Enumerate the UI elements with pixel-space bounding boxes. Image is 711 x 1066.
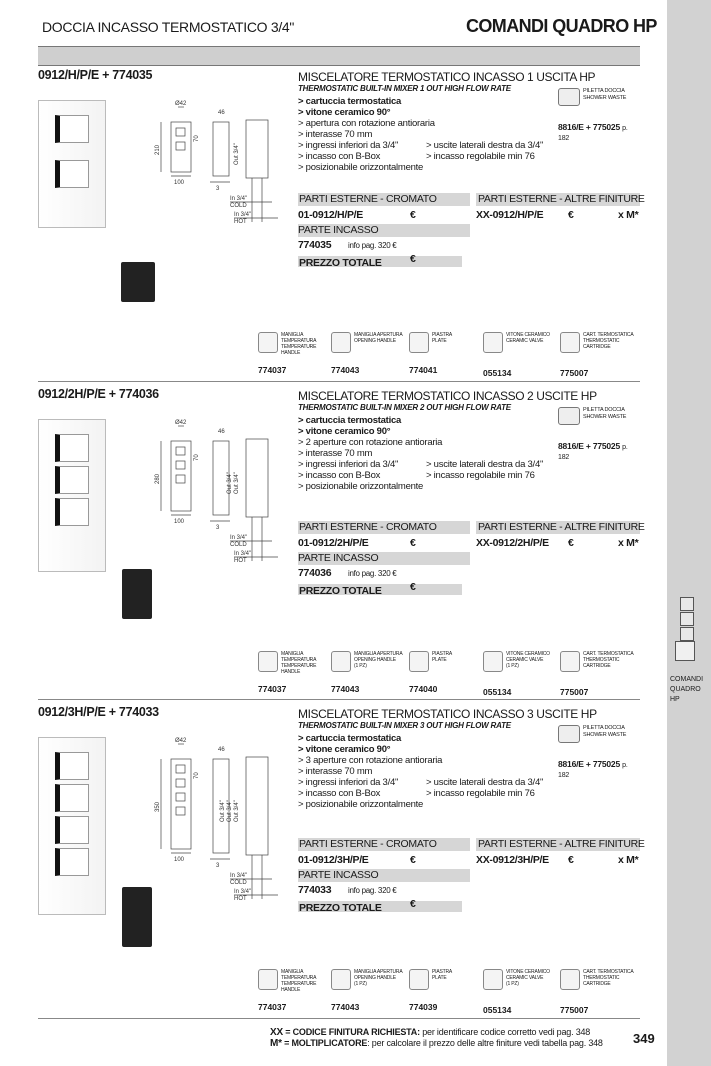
accessory-item — [258, 969, 335, 993]
dimension-label: Ø42 — [175, 738, 187, 744]
label-line: CERAMIC VALVE — [506, 338, 544, 344]
dimension-label: Ø42 — [175, 101, 187, 107]
feature-list — [298, 415, 544, 492]
price-header-chrome: PARTI ESTERNE - CROMATO — [298, 193, 470, 206]
euro-sign: € — [410, 253, 416, 265]
accessory-code: 055134 — [483, 1005, 512, 1015]
incasso-header: PARTE INCASSO — [298, 869, 470, 882]
dimension-label: COLD — [230, 880, 247, 886]
accessory-item — [409, 969, 486, 990]
accessory-code: 774037 — [258, 684, 287, 694]
label-line: TEMPERATURE HANDLE — [281, 663, 317, 675]
label-line: MANIGLIA APERTURA — [354, 969, 403, 975]
dimension-label: Out 3/4" — [234, 472, 240, 494]
product-subtitle: THERMOSTATIC BUILT-IN MIXER 3 OUT HIGH FLOW RATE — [298, 721, 511, 730]
accessory-label — [432, 969, 486, 990]
handle-icon — [680, 597, 694, 611]
euro-sign: € — [410, 898, 416, 910]
accessory-code: 775007 — [560, 368, 589, 378]
chrome-code: 01-0912/H/P/E — [298, 209, 363, 221]
feature-text: > incasso regolabile min 76 — [426, 151, 535, 162]
accessory-label — [583, 332, 637, 353]
technical-drawing — [138, 102, 308, 232]
dimension-label: Ø42 — [175, 420, 187, 426]
accessory-code: 055134 — [483, 368, 512, 378]
accessory-label — [583, 969, 637, 990]
multiplier: x M* — [618, 854, 639, 866]
label-line: (1 PZ) — [354, 981, 367, 987]
feature-item — [298, 788, 535, 799]
label-line: OPENING HANDLE — [354, 657, 396, 663]
label-line: SHOWER WASTE — [583, 732, 627, 738]
opening-handle-icon — [331, 332, 351, 353]
accessory-label — [281, 332, 335, 356]
product-subtitle: THERMOSTATIC BUILT-IN MIXER 1 OUT HIGH FLOW RATE — [298, 84, 511, 93]
shower-waste-code — [558, 759, 640, 779]
other-finish-code: XX-0912/2H/P/E — [476, 537, 549, 549]
accessory-code: 775007 — [560, 1005, 589, 1015]
feature-text: > incasso con B-Box — [298, 788, 381, 799]
label-line: CART. TERMOSTATICA — [583, 969, 634, 975]
shower-waste-icon — [558, 725, 580, 743]
opening-knob — [55, 784, 89, 812]
dimension-label: 70 — [194, 772, 200, 779]
technical-drawing — [138, 420, 308, 564]
ceramic-valve-icon — [483, 651, 503, 672]
dimension-label: 46 — [218, 429, 225, 435]
built-in-box-photo — [122, 569, 152, 619]
label-line: OPENING HANDLE — [354, 975, 396, 981]
accessory-code: 774043 — [331, 365, 360, 375]
shower-waste — [558, 88, 626, 106]
dimension-label: HOT — [234, 219, 247, 225]
incasso-info: info pag. 320 € — [348, 569, 397, 578]
feature-item: > cartuccia termostatica — [298, 415, 402, 426]
shower-waste-label — [583, 88, 626, 106]
feature-item: > 3 aperture con rotazione antioraria — [298, 755, 443, 766]
accessory-label — [506, 651, 560, 672]
feature-item: > vitone ceramico 90° — [298, 107, 391, 118]
accessory-item — [560, 969, 637, 990]
label-line: PILETTA DOCCIA — [583, 725, 625, 731]
product-code: 0912/2H/P/E + 774036 — [38, 387, 159, 401]
header-band — [38, 46, 640, 66]
feature-item: > cartuccia termostatica — [298, 733, 402, 744]
label-line: TEMPERATURE HANDLE — [281, 981, 317, 993]
label-line: PLATE — [432, 657, 447, 663]
opening-handle-icon — [331, 651, 351, 672]
dimension-label: Out 3/4" — [227, 800, 233, 822]
shower-waste-icon — [558, 407, 580, 425]
accessory-label — [506, 332, 560, 353]
label-line: CERAMIC VALVE — [506, 657, 544, 663]
accessory-code: 055134 — [483, 687, 512, 697]
label-line: (1 PZ) — [506, 981, 519, 987]
product-subtitle: THERMOSTATIC BUILT-IN MIXER 2 OUT HIGH FLOW RATE — [298, 403, 511, 412]
opening-knob — [55, 816, 89, 844]
euro-sign: € — [410, 581, 416, 593]
dimension-label: In 3/4" — [230, 196, 248, 202]
cartridge-icon — [560, 969, 580, 990]
dimension-label: Out 3/4" — [220, 800, 226, 822]
incasso-code: 774033 — [298, 884, 332, 896]
total-label: PREZZO TOTALE — [299, 585, 382, 597]
euro-sign: € — [568, 854, 574, 866]
page-ref: p. 182 — [558, 444, 628, 461]
plate-icon — [409, 332, 429, 353]
feature-text: > uscite laterali destra da 3/4" — [426, 777, 544, 788]
label-line: MANIGLIA — [281, 969, 304, 975]
cartridge-icon — [560, 332, 580, 353]
accessory-item — [331, 969, 408, 990]
built-in-box-photo — [121, 262, 155, 302]
label-line: SHOWER WASTE — [583, 414, 627, 420]
product-photo — [38, 100, 106, 228]
dimension-label: COLD — [230, 542, 247, 548]
dimension-label: 100 — [174, 180, 185, 186]
plate-icon — [409, 651, 429, 672]
accessory-item — [483, 969, 560, 990]
sidebar-tab — [667, 0, 711, 1066]
euro-sign: € — [568, 537, 574, 549]
incasso-code: 774035 — [298, 239, 332, 251]
xx-label: = CODICE FINITURA RICHIESTA: — [282, 1027, 420, 1037]
shower-waste-code — [558, 441, 640, 461]
euro-sign: € — [568, 209, 574, 221]
sidebar-label — [670, 675, 703, 705]
dimension-label: 280 — [155, 473, 161, 484]
temperature-knob — [55, 160, 89, 188]
product-title: MISCELATORE TERMOSTATICO INCASSO 1 USCITA HP — [298, 70, 596, 84]
opening-handle-icon — [331, 969, 351, 990]
feature-item — [298, 777, 544, 788]
label-line: PIASTRA — [432, 651, 452, 657]
accessory-code: 774043 — [331, 684, 360, 694]
feature-text: > incasso regolabile min 76 — [426, 470, 535, 481]
technical-drawing — [138, 738, 308, 902]
incasso-header: PARTE INCASSO — [298, 224, 470, 237]
price-header-other: PARTI ESTERNE - ALTRE FINITURE — [478, 521, 645, 533]
label-line: THERMOSTATIC — [583, 657, 620, 663]
accessory-label — [432, 651, 486, 672]
label-line: CERAMIC VALVE — [506, 975, 544, 981]
page-title: COMANDI QUADRO HP — [466, 16, 657, 36]
opening-knob — [55, 115, 89, 143]
accessory-label — [354, 651, 408, 672]
label-line: VITONE CERAMICO — [506, 969, 550, 975]
xx-text: per identificare codice corretto vedi pag. 348 — [419, 1027, 591, 1037]
accessory-item — [331, 651, 408, 672]
label-line: PILETTA DOCCIA — [583, 88, 625, 94]
product-code: 0912/H/P/E + 774035 — [38, 68, 153, 82]
dimension-label: In 3/4" — [234, 551, 252, 557]
feature-item: > apertura con rotazione antioraria — [298, 118, 435, 129]
chrome-code: 01-0912/2H/P/E — [298, 537, 369, 549]
accessory-item — [258, 651, 335, 675]
feature-text: > ingressi inferiori da 3/4" — [298, 140, 399, 151]
section-divider — [38, 381, 640, 382]
dimension-label: 70 — [194, 135, 200, 142]
label-line: CART. TERMOSTATICA — [583, 332, 634, 338]
feature-item: > 2 aperture con rotazione antioraria — [298, 437, 443, 448]
chrome-code: 01-0912/3H/P/E — [298, 854, 369, 866]
dimension-label: COLD — [230, 203, 247, 209]
feature-item: > vitone ceramico 90° — [298, 426, 391, 437]
accessory-label — [583, 651, 637, 672]
accessory-label — [354, 332, 408, 353]
opening-knob — [55, 434, 89, 462]
dimension-label: 100 — [174, 519, 185, 525]
incasso-info: info pag. 320 € — [348, 241, 397, 250]
xx-key: XX — [270, 1027, 283, 1038]
plate-icon — [409, 969, 429, 990]
total-label: PREZZO TOTALE — [299, 902, 382, 914]
dimension-label: 70 — [194, 454, 200, 461]
label-line: PIASTRA — [432, 332, 452, 338]
code: 8816/E + 775025 — [558, 759, 620, 769]
label-line: (1 PZ) — [506, 663, 519, 669]
price-header-chrome: PARTI ESTERNE - CROMATO — [298, 521, 470, 534]
price-header-other: PARTI ESTERNE - ALTRE FINITURE — [478, 193, 645, 205]
label-line: CARTRIDGE — [583, 344, 611, 350]
price-header-other: PARTI ESTERNE - ALTRE FINITURE — [478, 838, 645, 850]
sidebar-label-line: QUADRO — [670, 686, 701, 693]
other-finish-code: XX-0912/H/P/E — [476, 209, 544, 221]
feature-item — [298, 470, 535, 481]
total-label: PREZZO TOTALE — [299, 257, 382, 269]
accessory-label — [506, 969, 560, 990]
feature-item: > posizionabile orizzontalmente — [298, 162, 424, 173]
accessory-code: 774041 — [409, 365, 438, 375]
dimension-label: 46 — [218, 110, 225, 116]
label-line: TEMPERATURA — [281, 657, 317, 663]
multiplier: x M* — [618, 209, 639, 221]
dimension-label: 100 — [174, 857, 185, 863]
page-ref: p. 182 — [558, 125, 628, 142]
accessory-label — [281, 651, 335, 675]
product-section — [38, 705, 645, 1023]
footer-legend — [270, 1027, 603, 1049]
dimension-label: 3 — [216, 863, 220, 869]
section-divider — [38, 699, 640, 700]
incasso-info: info pag. 320 € — [348, 886, 397, 895]
shower-waste-icon — [558, 88, 580, 106]
feature-item — [298, 151, 535, 162]
dimension-label: Out 3/4" — [234, 143, 240, 165]
accessory-item — [409, 651, 486, 672]
sidebar-label-line: HP — [670, 696, 680, 703]
product-section — [38, 68, 645, 386]
dimension-label: In 3/4" — [230, 873, 248, 879]
accessory-code: 774039 — [409, 1002, 438, 1012]
feature-item — [298, 140, 544, 151]
feature-item: > posizionabile orizzontalmente — [298, 481, 424, 492]
sidebar-label-line: COMANDI — [670, 676, 704, 683]
accessory-item — [331, 332, 408, 353]
dimension-label: In 3/4" — [234, 889, 252, 895]
accessory-code: 774040 — [409, 684, 438, 694]
accessory-item — [483, 651, 560, 672]
dimension-label: 350 — [155, 801, 161, 812]
shower-waste-label — [583, 725, 626, 743]
dimension-label: 3 — [216, 525, 220, 531]
product-section — [38, 387, 645, 705]
product-title: MISCELATORE TERMOSTATICO INCASSO 2 USCITE HP — [298, 389, 597, 403]
feature-item: > vitone ceramico 90° — [298, 744, 391, 755]
label-line: SHOWER WASTE — [583, 95, 627, 101]
feature-text: > incasso con B-Box — [298, 151, 381, 162]
dimension-label: HOT — [234, 896, 247, 902]
temperature-handle-icon — [258, 969, 278, 990]
feature-item: > interasse 70 mm — [298, 448, 373, 459]
accessory-item — [560, 651, 637, 672]
code: 8816/E + 775025 — [558, 122, 620, 132]
dimension-label: 210 — [155, 144, 161, 155]
product-photo — [38, 419, 106, 572]
dimension-label: In 3/4" — [230, 535, 248, 541]
dimension-label: Out 3/4" — [234, 800, 240, 822]
label-line: MANIGLIA — [281, 651, 304, 657]
label-line: CARTRIDGE — [583, 663, 611, 669]
multiplier: x M* — [618, 537, 639, 549]
feature-item: > interasse 70 mm — [298, 129, 373, 140]
label-line: VITONE CERAMICO — [506, 651, 550, 657]
code: 8816/E + 775025 — [558, 441, 620, 451]
price-header-chrome: PARTI ESTERNE - CROMATO — [298, 838, 470, 851]
shower-waste-code — [558, 122, 640, 142]
dimension-label: HOT — [234, 558, 247, 564]
dimension-label: 46 — [218, 747, 225, 753]
label-line: TEMPERATURE HANDLE — [281, 344, 317, 356]
dimension-label: Out 3/4" — [227, 472, 233, 494]
accessory-code: 774043 — [331, 1002, 360, 1012]
label-line: (1 PZ) — [354, 663, 367, 669]
label-line: TEMPERATURA — [281, 975, 317, 981]
page-ref: p. 182 — [558, 762, 628, 779]
opening-knob — [55, 752, 89, 780]
feature-item: > interasse 70 mm — [298, 766, 373, 777]
m-text: : per calcolare il prezzo delle altre finiture vedi tabella pag. 348 — [367, 1038, 603, 1048]
label-line: PILETTA DOCCIA — [583, 407, 625, 413]
opening-knob — [55, 466, 89, 494]
accessory-label — [281, 969, 335, 993]
page-number: 349 — [633, 1031, 655, 1046]
euro-sign: € — [410, 537, 416, 549]
incasso-code: 774036 — [298, 567, 332, 579]
label-line: TEMPERATURA — [281, 338, 317, 344]
label-line: CARTRIDGE — [583, 981, 611, 987]
label-line: VITONE CERAMICO — [506, 332, 550, 338]
feature-text: > uscite laterali destra da 3/4" — [426, 140, 544, 151]
accessory-label — [432, 332, 486, 353]
label-line: PIASTRA — [432, 969, 452, 975]
feature-text: > ingressi inferiori da 3/4" — [298, 777, 399, 788]
accessory-item — [409, 332, 486, 353]
temperature-handle-icon — [675, 641, 695, 661]
handle-icon — [680, 612, 694, 626]
temperature-handle-icon — [258, 332, 278, 353]
label-line: PLATE — [432, 338, 447, 344]
temperature-knob — [55, 848, 89, 876]
label-line: PLATE — [432, 975, 447, 981]
feature-list — [298, 733, 544, 810]
temperature-knob — [55, 498, 89, 526]
shower-waste — [558, 725, 626, 743]
product-title: MISCELATORE TERMOSTATICO INCASSO 3 USCITE HP — [298, 707, 597, 721]
handle-icon — [680, 627, 694, 641]
feature-item — [298, 459, 544, 470]
feature-list — [298, 96, 544, 173]
footer-divider — [38, 1018, 640, 1019]
label-line: MANIGLIA — [281, 332, 304, 338]
feature-text: > incasso con B-Box — [298, 470, 381, 481]
incasso-header: PARTE INCASSO — [298, 552, 470, 565]
accessory-item — [560, 332, 637, 353]
feature-text: > uscite laterali destra da 3/4" — [426, 459, 544, 470]
accessory-code: 774037 — [258, 365, 287, 375]
shower-waste-label — [583, 407, 626, 425]
accessory-code: 774037 — [258, 1002, 287, 1012]
label-line: CART. TERMOSTATICA — [583, 651, 634, 657]
built-in-box-photo — [122, 887, 152, 947]
page-category: DOCCIA INCASSO TERMOSTATICO 3/4" — [42, 19, 295, 35]
feature-item: > posizionabile orizzontalmente — [298, 799, 424, 810]
product-photo — [38, 737, 106, 915]
feature-text: > incasso regolabile min 76 — [426, 788, 535, 799]
label-line: MANIGLIA APERTURA — [354, 332, 403, 338]
ceramic-valve-icon — [483, 332, 503, 353]
m-key: M* — [270, 1038, 282, 1049]
shower-waste — [558, 407, 626, 425]
label-line: MANIGLIA APERTURA — [354, 651, 403, 657]
label-line: THERMOSTATIC — [583, 338, 620, 344]
label-line: THERMOSTATIC — [583, 975, 620, 981]
dimension-label: 3 — [216, 186, 220, 192]
label-line: OPENING HANDLE — [354, 338, 396, 344]
dimension-label: In 3/4" — [234, 212, 252, 218]
feature-item: > cartuccia termostatica — [298, 96, 402, 107]
product-code: 0912/3H/P/E + 774033 — [38, 705, 159, 719]
other-finish-code: XX-0912/3H/P/E — [476, 854, 549, 866]
accessory-item — [258, 332, 335, 356]
accessory-code: 775007 — [560, 687, 589, 697]
temperature-handle-icon — [258, 651, 278, 672]
euro-sign: € — [410, 209, 416, 221]
accessory-item — [483, 332, 560, 353]
ceramic-valve-icon — [483, 969, 503, 990]
m-label: = MOLTIPLICATORE — [281, 1038, 368, 1048]
accessory-label — [354, 969, 408, 990]
euro-sign: € — [410, 854, 416, 866]
cartridge-icon — [560, 651, 580, 672]
feature-text: > ingressi inferiori da 3/4" — [298, 459, 399, 470]
